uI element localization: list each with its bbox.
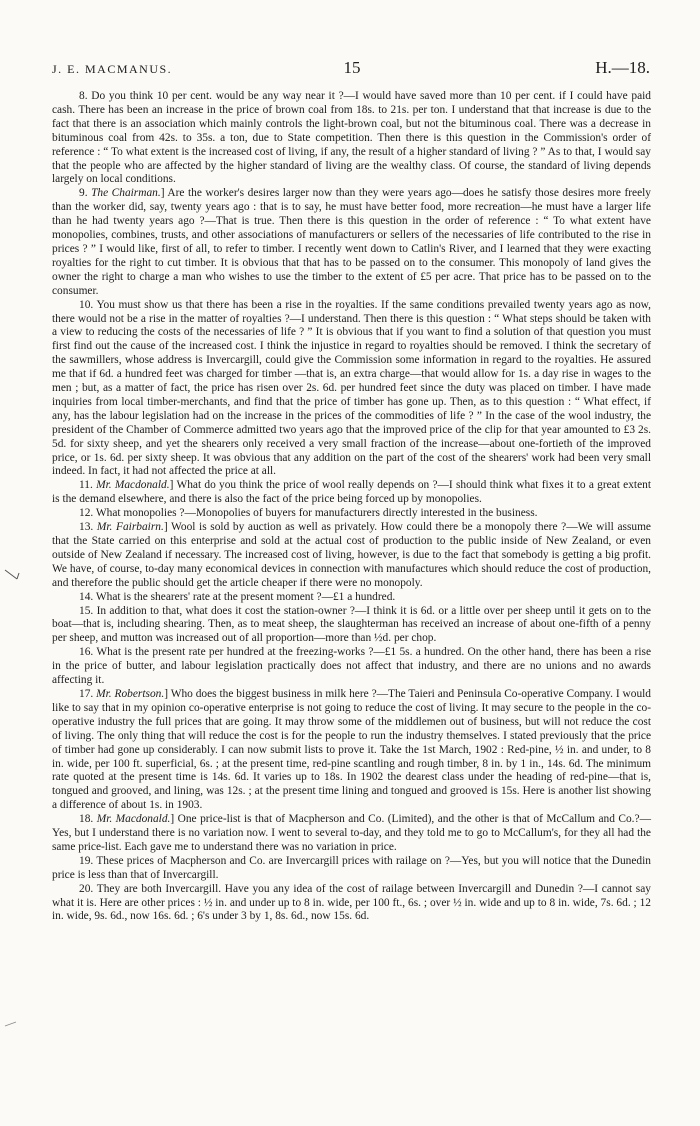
paragraph-13: 13. Mr. Fairbairn.] Wool is sold by auction as well as privately. How could there be a monopoly there ?—We will assume that the State carried on this enterprise and sold at the actual cost of production to the public inside of New Zealand, or even outside of New Zealand if necessary. The increased cost of living, however, is due to the fact that somebody is getting a big profit. We have, of course, to-day many economical devices in connection with manufactures which should reduce the cost of production, and therefore the public should get the article cheaper if there were no monopoly.: [52, 521, 651, 589]
paragraph-text: Are the worker's desires larger now than they were years ago—does he satisfy those desires more freely than the worker did, say, twenty years ago : that is to say, he must have better food, more recreation—he must have a larger life than he had twenty years ago ?—That is true. Then there is this question in the order of reference : “ To what extent have monopolies, combines, trusts, and other associations of manufacturers or sellers of the necessaries of life contributed to the rise in prices ? ” I would like, first of all, to refer to timber. I recently went down to Catlin's River, and I learned that they were exacting royalties for the right to cut timber. It is obvious that that has to be passed on to the consumer. This monopoly of land gives the owner the right to charge a man who wishes to use the timber to the extent of £5 per acre. That price has to be passed on to the consumer.: [52, 187, 651, 297]
paragraph-text: Wool is sold by auction as well as privately. How could there be a monopoly there ?—We will assume that the State carried on this enterprise and sold at the actual cost of production to the public inside of New Zealand, or even outside of New Zealand if necessary. The increased cost of living, however, is due to the fact that somebody is getting a big profit. We have, of course, to-day many economical devices in connection with manufactures which should reduce the cost of production, and therefore the public should get the article cheaper if there were no monopoly.: [52, 521, 651, 589]
question-number: 17.: [79, 687, 94, 700]
question-number: 15.: [79, 604, 94, 617]
paragraph-8: [52, 90, 651, 187]
question-number: 19.: [79, 854, 94, 867]
witness-name: J. E. MACMANUS.: [52, 62, 173, 76]
paragraph-text: What is the shearers' rate at the present moment ?—£1 a hundred.: [95, 590, 396, 603]
paragraph-text: Who does the biggest business in milk here ?—The Taieri and Peninsula Co-operative Company. I would like to say that in my opinion co-operative enterprise is not going to reduce the cost of living. It may secure to the people in the co-operative industry the full prices that are going. It may throw some of the middlemen out of business, but will not reduce the cost of living. The only thing that will reduce the cost is for the people to run the industry themselves. I stated previously that the price of timber had gone up considerably. I can now submit lists to prove it. Take the 1st March, 1902 : Red-pine, ½ in. and under, to 8 in. wide, per 100 ft. superficial, 6s. ; at the present time, red-pine scantling and rough timber, 8 in. by 1 in., 14s. 6d. The minimum rate quoted at the present time is 14s. 6d. It varies up to 18s. In 1902 the dearest class under the heading of red-pine—that is, tongued and grooved, and lining, was 12s. ; at the present time lining and tongued and grooved is 15s. Here is another list showing a difference of about 1s. in 1903.: [52, 687, 651, 812]
question-number: 11.: [79, 479, 93, 492]
question-number: 18.: [79, 813, 94, 826]
speaker-name: Mr. Macdonald.: [96, 813, 171, 826]
paragraph-text: You must show us that there has been a rise in the royalties. If the same conditions prevailed twenty years ago as now, there would not be a rise in the matter of royalties ?—I understand. Then there is this question : “ What steps should be taken with a view to reducing the costs of the necessaries of life ? ” It is obvious that if you want to find a solution of that question you must first find out the cause of the increased cost. I think the injustice in regard to royalties should be removed. I think the secretary of the sawmillers, whose address is Invercargill, could give the Commission some information in regard to the royalties. He assured me that if 6d. a hundred feet was charged for timber —that is, an extra charge—that would allow for 1s. a day rise in wages to the men ; but, as a matter of fact, the price has risen over 2s. 6d. per hundred feet since the duty was placed on timber. I have made inquiries from local timber-merchants, and find that the price of timber has gone up. Then, as to this question : “ What effect, if any, has the labour legislation had on the increase in the prices of the commodities of life ? ” In the case of the wool industry, the president of the Chamber of Commerce admitted two years ago that the improved price of the clip for that year amounted to £3 2s. 5d. for sixty sheep, and yet the shearers only received a very small fraction of the increase—about one-fortieth of the improved price, or 1s. 6d. per sixty sheep. It was obvious that any addition on the part of the cost of the shearers' work had been very small indeed. In fact, it had not affected the price at all.: [52, 298, 651, 478]
paragraph-16: [52, 646, 651, 688]
paragraph-text: What is the present rate per hundred at the freezing-works ?—£1 5s. a hundred. On the other hand, there has been a rise in the price of butter, and labour legislation practically does not affect that industry, and there are no unions and no awards affecting it.: [52, 646, 651, 687]
question-number: 14.: [79, 590, 94, 603]
speaker-name: Mr. Macdonald.: [96, 479, 170, 492]
paragraph-text: What do you think the price of wool really depends on ?—I should think what fixes it to a great extent is the demand elsewhere, and there is also the fact of the price being forced up by monopolies.: [52, 479, 651, 506]
question-number: 20.: [79, 882, 94, 895]
question-number: 9.: [79, 187, 88, 200]
paragraph-text: In addition to that, what does it cost the station-owner ?—I think it is 6d. or a little over per sheep until it gets on to the boat—that is, including shearing. Then, as to meat sheep, the slaughterman has received an increase of about one-fifth of a penny per sheep, and mutton was increased out of all proportion—more than ½d. per chop.: [52, 604, 651, 645]
question-number: 12.: [79, 507, 94, 520]
paragraph-12: [52, 507, 651, 521]
paragraph-20: [52, 883, 651, 925]
paragraph-19: [52, 855, 651, 883]
paragraph-14: [52, 591, 651, 605]
page-header: [52, 58, 652, 78]
paragraph-text: What monopolies ?—Monopolies of buyers for manufacturers directly interested in the business.: [95, 507, 538, 520]
question-number: 8.: [79, 90, 88, 102]
margin-pencil-mark: [4, 567, 20, 581]
paragraph-text: Do you think 10 per cent. would be any way near it ?—I would have saved more than 10 per cent. if I could have paid cash. There has been an increase in the price of brown coal from 18s. to 21s. per ton. I understand that that increase is due to the fact that there is an association which mainly controls the light-brown coal, but not the bituminous coal. There was a decrease in bituminous coal from 42s. to 35s. a ton, due to State competition. Then there is this question in the Commission's order of reference : “ To what extent is the increased cost of living, if any, the result of a higher standard of living ? ” As to that, I would say that the people who are affected by the higher standard of living are the wealthy class. Of course, the standard of living depends largely on local conditions.: [52, 90, 651, 186]
paragraph-17: 17. Mr. Robertson.] Who does the biggest business in milk here ?—The Taieri and Peninsula Co-operative Company. I would like to say that in my opinion co-operative enterprise is not going to reduce the cost of living. It may secure to the people in the co-operative industry the full prices that are going. It may throw some of the middlemen out of business, but will not reduce the cost of living. The only thing that will reduce the cost is for the people to run the industry themselves. I stated previously that the price of timber had gone up considerably. I can now submit lists to prove it. Take the 1st March, 1902 : Red-pine, ½ in. and under, to 8 in. wide, per 100 ft. superficial, 6s. ; at the present time, red-pine scantling and rough timber, 8 in. by 1 in., 14s. 6d. The minimum rate quoted at the present time is 14s. 6d. It varies up to 18s. In 1902 the dearest class under the heading of red-pine—that is, tongued and grooved, and lining, was 12s. ; at the present time lining and tongued and grooved is 15s. Here is another list showing a difference of about 1s. in 1903.: [52, 687, 651, 812]
document-reference: H.—18.: [595, 58, 650, 77]
paragraph-15: [52, 605, 651, 647]
paragraph-9: 9. The Chairman.] Are the worker's desires larger now than they were years ago—does he satisfy those desires more freely than the worker did, say, twenty years ago : that is to say, he must have better food, more recreation—he must have a larger life than he had twenty years ago ?—That is true. Then there is this question in the order of reference : “ To what extent have monopolies, combines, trusts, and other associations of manufacturers or sellers of the necessaries of life contributed to the rise in prices ? ” I would like, first of all, to refer to timber. I recently went down to Catlin's River, and I learned that they were exacting royalties for the right to cut timber. It is obvious that that has to be passed on to the consumer. This monopoly of land gives the owner the right to charge a man who wishes to use the timber to the extent of £5 per acre. That price has to be passed on to the consumer.: [52, 187, 651, 297]
paragraph-text: They are both Invercargill. Have you any idea of the cost of railage between Invercargill and Dunedin ?—I cannot say what it is. Here are other prices : ½ in. and under up to 8 in. wide, per 100 ft., 6s. ; over ½ in. wide and up to 8 in. wide, 7s. 6d. ; 12 in. wide, 9s. 6d., now 16s. 6d. ; 6's under 3 by 1, 8s. 6d., now 15s. 6d.: [52, 882, 651, 923]
paragraph-text: These prices of Macpherson and Co. are Invercargill prices with railage on ?—Yes, but you will notice that the Dunedin price is less than that of Invercargill.: [52, 854, 651, 881]
speaker-name: Mr. Robertson.: [96, 687, 165, 700]
paragraph-11: 11. Mr. Macdonald.] What do you think the price of wool really depends on ?—I should think what fixes it to a great extent is the demand elsewhere, and there is also the fact of the price being forced up by monopolies.: [52, 479, 651, 506]
page-number: 15: [343, 58, 361, 77]
question-number: 16.: [79, 646, 94, 659]
paragraph-text: One price-list is that of Macpherson and Co. (Limited), and the other is that of McCallum and Co.?—Yes, but I understand there is no variation now. I went to several to-day, and they told me to go to McCallum's, for they all had the same price-list. Each gave me to understand there was no variation in price.: [52, 813, 651, 853]
page-body: [52, 90, 651, 924]
speaker-name: The Chairman.: [91, 187, 161, 200]
paragraph-18: 18. Mr. Macdonald.] One price-list is that of Macpherson and Co. (Limited), and the other is that of McCallum and Co.?—Yes, but I understand there is no variation now. I went to several to-day, and they told me to go to McCallum's, for they all had the same price-list. Each gave me to understand there was no variation in price.: [52, 813, 651, 853]
margin-pencil-mark: [4, 1020, 18, 1028]
paragraph-10: [52, 299, 651, 480]
question-number: 13.: [79, 521, 94, 534]
question-number: 10.: [79, 298, 94, 311]
speaker-name: Mr. Fairbairn.: [96, 521, 164, 534]
